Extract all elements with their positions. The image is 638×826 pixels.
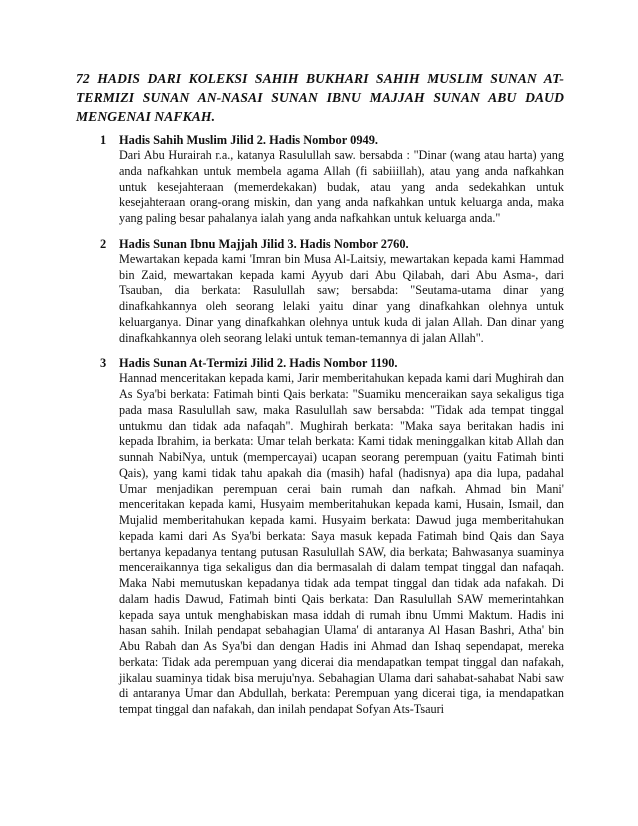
hadis-list	[76, 132, 564, 718]
hadis-number: 1	[100, 133, 107, 147]
hadis-number: 3	[100, 356, 107, 371]
hadis-item-3	[76, 355, 564, 718]
hadis-number: 2	[100, 236, 107, 251]
hadis-item-1	[76, 132, 564, 227]
hadis-heading: Hadis Sahih Muslim Jilid 2. Hadis Nombor 0949.	[119, 133, 378, 147]
hadis-text: Dari Abu Hurairah r.a., katanya Rasulullah saw. bersabda : "Dinar (wang atau harta) yang anda nafkahkan untuk membela agama Allah (fi sabiiillah), atau yang anda nafkahkan untuk kesejahteraan (memerdekakan) budak, atau yang anda sedekahkan untuk kesejahteraan orang-orang miskin, dan yang anda nafkahkan untuk keluarga anda, maka yang paling besar pahalanya ialah yang anda nafkahkan untuk keluarga anda."	[119, 148, 564, 225]
hadis-item-2	[76, 236, 564, 347]
hadis-text: Hannad menceritakan kepada kami, Jarir memberitahukan kepada kami dari Mughirah dan As Sya'bi berkata: Fatimah binti Qais berkata: "Suamiku menceraikan saya sekaligus tiga pada masa Rasulullah saw, maka Rasulullah saw bersabda: "Tidak ada tempat tinggal untukmu dan tidak ada nafaqah". Mughirah berkata: "Maka saya beritakan hadis ini kepada Ibrahim, ia berkata: Umar telah berkata: Kami tidak meninggalkan kitab Allah dan sunnah NabiNya, untuk (mempercayai) ucapan seorang perempuan (yaitu Fatimah binti Qais), yang kami tidak tahu apakah dia (masih) hafal (hadisnya) apa dia lupa, padahal Umar menjadikan perempuan cerai bain rumah dan nafkah. Ahmad bin Mani' menceritakan kepada kami, Husyaim memberitahukan kepada kami, Husain, Ismail, dan Mujalid memberitahukan kepada kami. Husyaim berkata: Dawud juga memberitahukan kepada kami dari As Sya'bi berkata: Saya masuk kepada Fatimah bind Qais dan Saya bertanya kepadanya tentang putusan Rasulullah SAW, dia berkata; Bahwasanya suaminya menceraikannya tiga sekaligus dan dia bermasalah di dalam tempat tinggal dan nafaqah. Maka Nabi memutuskan kepadanya tidak ada tempat tinggal dan tidak ada nafakah. Di dalam hadis Dawud, Fatimah binti Qais berkata: Dan Rasulullah SAW memerintahkan kepada saya untuk menghabiskan masa iddah di rumah ibnu Ummi Maktum. Hadis ini hasan sahih. Inilah pendapat sebahagian Ulama' di antaranya Al Hasan Bashri, Atha' bin Abu Rabah dan As Sya'bi dan dengan Hadis ini Ahmad dan Ishaq sependapat, mereka berkata: Tidak ada perempuan yang dicerai dia mendapatkan tempat tinggal dan nafakah, jikalau suaminya tidak bisa meruju'nya. Sebahagian Ulama dari sahabat-sahabat Nabi saw di antaranya Umar dan Abdullah, berkata: Perempuan yang dicerai tiga, ia mendapatkan tempat tinggal dan nafakah, dan inilah pendapat Sofyan Ats-Tsauri	[119, 371, 564, 716]
hadis-heading: Hadis Sunan At-Termizi Jilid 2. Hadis Nombor 1190.	[119, 356, 398, 371]
hadis-heading: Hadis Sunan Ibnu Majjah Jilid 3. Hadis Nombor 2760.	[119, 236, 409, 251]
document-title: 72 HADIS DARI KOLEKSI SAHIH BUKHARI SAHIH MUSLIM SUNAN AT-TERMIZI SUNAN AN-NASAI SUNAN IBNU MAJJAH SUNAN ABU DAUD MENGENAI NAFKAH.	[76, 71, 564, 124]
hadis-text: Mewartakan kepada kami 'Imran bin Musa Al-Laitsiy, mewartakan kepada kami Hammad bin Zaid, mewartakan kepada kami Ayyub dari Abu Qilabah, dari Abu Asma-, dari Tsauban, dia berkata: Rasulullah saw; bersabda: "Seutama-utama dinar yang dinafkahkannya oleh seorang lelaki yaitu dinar yang dinafkahkan olehnya untuk keluarganya. Dinar yang dinafkahkan olehnya untuk kuda di jalan Allah. Dan dinar yang dinafkahkannya oleh seorang lelaki untuk teman-temannya di jalan Allah".	[119, 251, 564, 345]
